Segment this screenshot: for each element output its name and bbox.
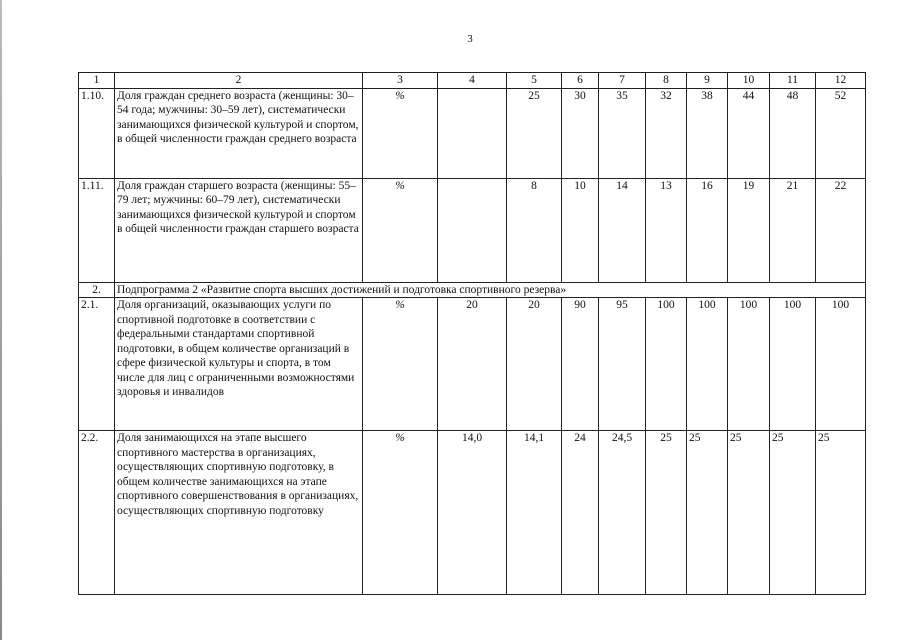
header-cell: 6 [562, 73, 599, 89]
header-cell: 7 [599, 73, 646, 89]
page-number: 3 [467, 33, 473, 45]
value-cell: 95 [599, 298, 646, 431]
value-cell: 100 [687, 298, 728, 431]
header-row [79, 73, 866, 89]
row-number: 2.1. [79, 298, 115, 431]
value-cell: 48 [770, 88, 816, 178]
value-cell: 100 [646, 298, 687, 431]
value-cell: 90 [562, 298, 599, 431]
value-cell: 32 [646, 88, 687, 178]
indicator-text: Доля граждан старшего возраста (женщины: 55–79 лет; мужчины: 60–79 лет), систематически занимающихся физической культурой и спортом в общей численности граждан старшего возраста [115, 178, 363, 282]
unit-cell: % [363, 431, 438, 595]
header-cell: 10 [728, 73, 770, 89]
unit-cell: % [363, 178, 438, 282]
value-cell: 25 [816, 431, 866, 595]
table-row [79, 298, 866, 431]
value-cell: 25 [646, 431, 687, 595]
value-cell: 22 [816, 178, 866, 282]
value-cell: 35 [599, 88, 646, 178]
header-cell: 11 [770, 73, 816, 89]
subprogram-title: Подпрограмма 2 «Развитие спорта высших достижений и подготовка спортивного резерва» [115, 282, 866, 298]
table-row [79, 88, 866, 178]
value-cell: 100 [770, 298, 816, 431]
indicator-text: Доля организаций, оказывающих услуги по спортивной подготовке в соответствии с федеральными стандартами спортивной подготовки, в общем количестве организаций в сфере физической культуры и спорта, в том числе для лиц с ограниченными возможностями здоровья и инвалидов [115, 298, 363, 431]
value-cell [438, 88, 507, 178]
value-cell: 44 [728, 88, 770, 178]
value-cell: 20 [507, 298, 562, 431]
value-cell: 38 [687, 88, 728, 178]
header-cell: 4 [438, 73, 507, 89]
value-cell: 14,0 [438, 431, 507, 595]
header-cell: 5 [507, 73, 562, 89]
row-number: 1.11. [79, 178, 115, 282]
row-number: 2. [79, 282, 115, 298]
header-cell: 8 [646, 73, 687, 89]
value-cell: 24,5 [599, 431, 646, 595]
unit-cell: % [363, 298, 438, 431]
value-cell: 16 [687, 178, 728, 282]
value-cell: 21 [770, 178, 816, 282]
scan-left-edge [0, 0, 2, 640]
value-cell: 100 [816, 298, 866, 431]
value-cell [438, 178, 507, 282]
header-cell: 1 [79, 73, 115, 89]
header-cell: 9 [687, 73, 728, 89]
table-row [79, 178, 866, 282]
subprogram-row [79, 282, 866, 298]
value-cell: 52 [816, 88, 866, 178]
value-cell: 24 [562, 431, 599, 595]
value-cell: 8 [507, 178, 562, 282]
value-cell: 100 [728, 298, 770, 431]
value-cell: 25 [687, 431, 728, 595]
unit-cell: % [363, 88, 438, 178]
header-cell: 12 [816, 73, 866, 89]
table-row [79, 431, 866, 595]
value-cell: 19 [728, 178, 770, 282]
indicator-text: Доля граждан среднего возраста (женщины: 30–54 года; мужчины: 30–59 лет), систематически занимающихся физической культурой и спортом, в общей численности граждан среднего возраста [115, 88, 363, 178]
value-cell: 25 [728, 431, 770, 595]
indicator-text: Доля занимающихся на этапе высшего спортивного мастерства в организациях, осуществляющих спортивную подготовку, в общем количестве занимающихся на этапе спортивного совершенствования в организациях, осуществляющих спортивную подготовку [115, 431, 363, 595]
row-number: 1.10. [79, 88, 115, 178]
value-cell: 13 [646, 178, 687, 282]
indicators-table [78, 72, 866, 595]
value-cell: 14,1 [507, 431, 562, 595]
header-cell: 2 [115, 73, 363, 89]
value-cell: 14 [599, 178, 646, 282]
header-cell: 3 [363, 73, 438, 89]
value-cell: 25 [507, 88, 562, 178]
value-cell: 30 [562, 88, 599, 178]
value-cell: 10 [562, 178, 599, 282]
row-number: 2.2. [79, 431, 115, 595]
value-cell: 25 [770, 431, 816, 595]
value-cell: 20 [438, 298, 507, 431]
